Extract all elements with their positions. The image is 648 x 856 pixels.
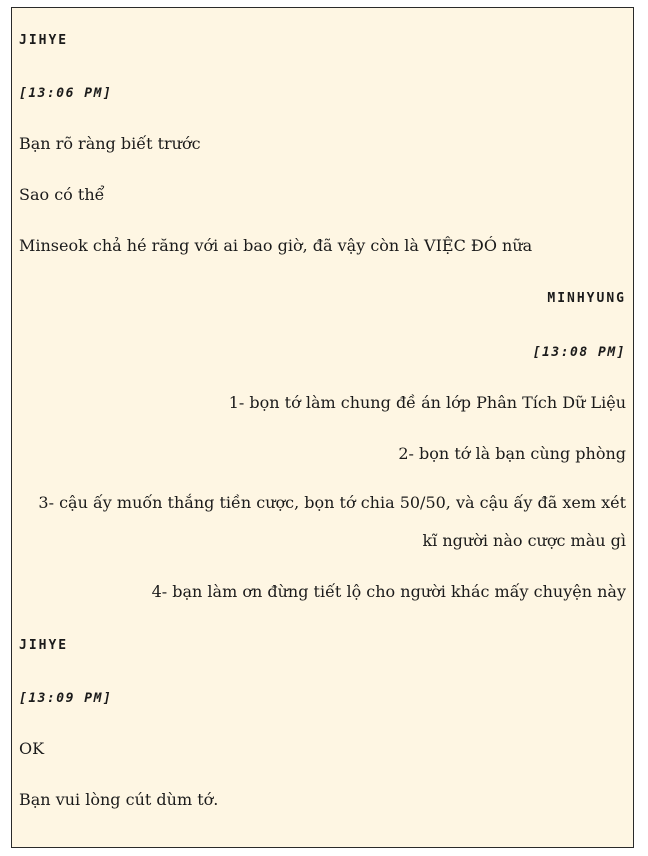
message-text: 2- bọn tớ là bạn cùng phòng (398, 444, 626, 463)
timestamp: [13:06 PM] (19, 86, 113, 101)
chat-log (11, 7, 634, 848)
message-text: OK (19, 739, 45, 758)
message-text: Minseok chả hé răng với ai bao giờ, đã vậy còn là VIỆC ĐÓ nữa (19, 236, 533, 255)
timestamp: [13:09 PM] (19, 691, 113, 706)
sender-name-jihye: JIHYE (19, 638, 69, 653)
timestamp: [13:08 PM] (532, 345, 626, 360)
sender-name-minhyung: MINHYUNG (547, 291, 626, 306)
message-text: Bạn vui lòng cút dùm tớ. (19, 790, 219, 809)
message-text: Sao có thể (19, 185, 105, 204)
sender-name-jihye: JIHYE (19, 33, 69, 48)
message-text: 4- bạn làm ơn đừng tiết lộ cho người khác mấy chuyện này (151, 582, 626, 601)
message-text: 3- cậu ấy muốn thắng tiền cược, bọn tớ chia 50/50, và cậu ấy đã xem xét kĩ người nào cược màu gì (38, 493, 626, 550)
message-text: Bạn rõ ràng biết trước (19, 134, 201, 153)
message-text: 1- bọn tớ làm chung đề án lớp Phân Tích Dữ Liệu (228, 393, 626, 412)
